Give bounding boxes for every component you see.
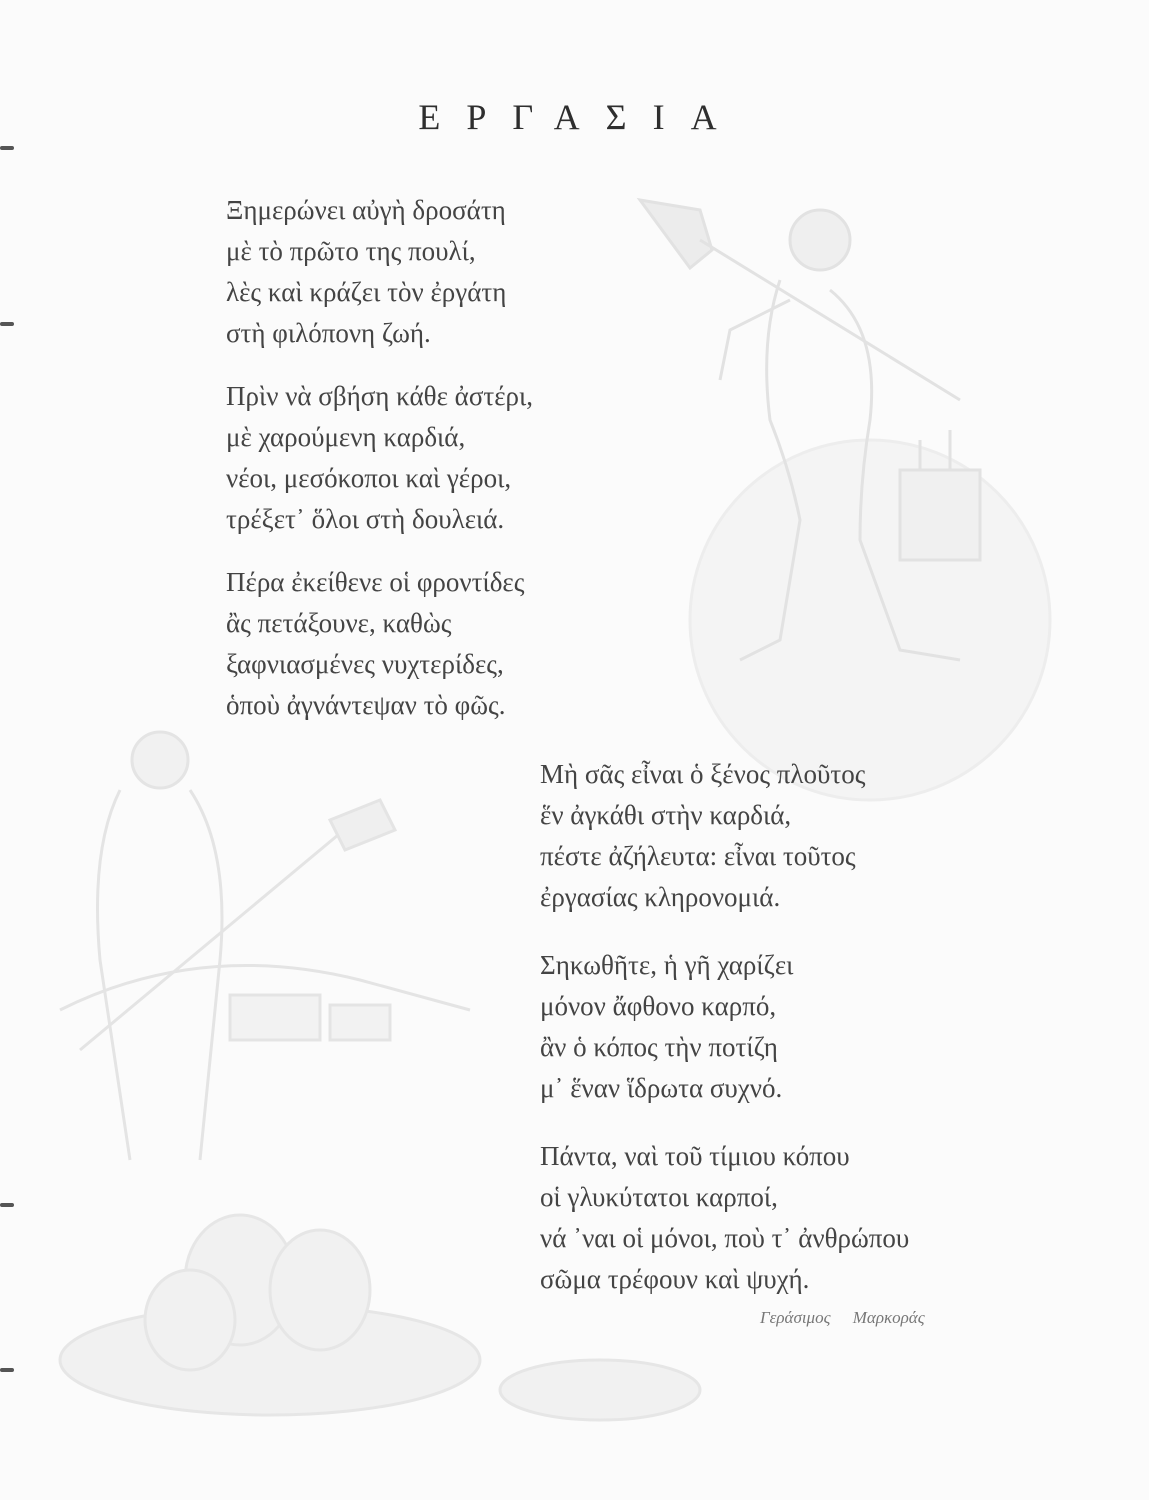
edge-mark [0,146,14,150]
worker-with-shovel-illustration [640,200,1050,800]
poet-signature: Γεράσιμος Μαρκοράς [760,1308,925,1327]
poem-line: μ᾽ ἕναν ἵδρωτα συχνό. [540,1073,783,1103]
poem-line: ἕν ἀγκάθι στὴν καρδιά, [540,800,792,830]
poem-line: Πέρα ἐκείθενε οἱ φροντίδες [226,567,525,597]
poem-line: ἂς πετάξουνε, καθὼς [226,608,452,638]
poem-line: Μὴ σᾶς εἶναι ὁ ξένος πλοῦτος [540,759,866,789]
stanza-2 [226,376,533,540]
poem-line: Ξημερώνει αὐγὴ δροσάτη [226,195,506,225]
poem-line: Πάντα, ναὶ τοῦ τίμιου κόπου [540,1141,850,1171]
poem-line: στὴ φιλόπονη ζωή. [226,318,431,348]
stanza-3 [226,562,524,726]
stanza-5 [540,945,793,1109]
poem-line: μὲ τὸ πρῶτο της πουλί, [226,236,476,266]
poem-title: ΕΡΓΑΣΙΑ [418,97,743,137]
edge-mark [0,1368,14,1372]
farmer-with-rake-illustration [60,732,470,1160]
poem-line: Πρὶν νὰ σβήση κάθε ἀστέρι, [226,381,534,411]
poem-line: Σηκωθῆτε, ἡ γῆ χαρίζει [540,950,794,980]
poem-line: μὲ χαρούμενη καρδιά, [226,422,466,452]
poem-line: σῶμα τρέφουν καὶ ψυχή. [540,1264,810,1294]
poem-line: τρέξετ᾽ ὅλοι στὴ δουλειά. [226,504,505,534]
stanza-6 [540,1136,909,1300]
poem-line: λὲς καὶ κράζει τὸν ἐργάτη [226,277,507,307]
poem-line: ἂν ὁ κόπος τὴν ποτίζη [540,1032,778,1062]
poem-line: ἐργασίας κληρονομιά. [540,882,781,912]
stanza-1 [226,190,506,354]
poem-line: οἱ γλυκύτατοι καρποί, [540,1182,778,1212]
poem-line: πέστε ἀζήλευτα: εἶναι τοῦτος [540,841,856,871]
poem-line: ὁποὺ ἀγνάντεψαν τὸ φῶς. [226,690,506,720]
edge-mark [0,322,14,326]
poem-line: νέοι, μεσόκοποι καὶ γέροι, [226,463,512,493]
stanza-4 [540,754,865,918]
edge-mark [0,1203,14,1207]
poem-line: νά ᾽ναι οἱ μόνοι, ποὺ τ᾽ ἀνθρώπου [540,1223,910,1253]
poem-line: ξαφνιασμένες νυχτερίδες, [226,649,504,679]
poem-line: μόνον ἄφθονο καρπό, [540,991,777,1021]
